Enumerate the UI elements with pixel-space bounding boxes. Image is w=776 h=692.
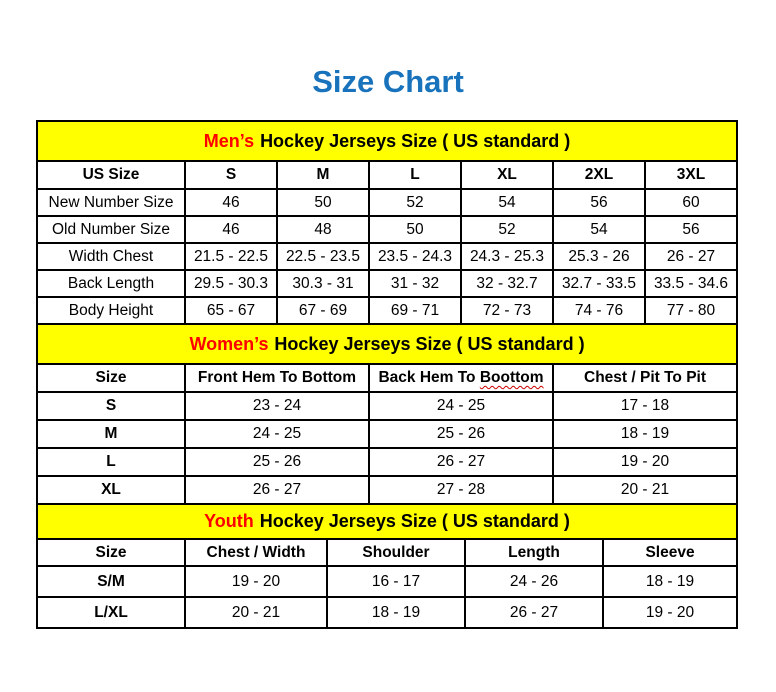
womens-row [37,448,737,476]
youth-column-header: Chest / Width [185,539,327,566]
mens-cell: 50 [277,189,369,216]
youth-column-header: Length [465,539,603,566]
youth-column-header: Shoulder [327,539,465,566]
mens-column-header: 3XL [645,161,737,189]
mens-column-header: S [185,161,277,189]
youth-cell: 26 - 27 [465,597,603,628]
mens-cell: 30.3 - 31 [277,270,369,297]
womens-cell: 23 - 24 [185,392,369,420]
youth-size-table [36,503,738,629]
mens-cell: 32.7 - 33.5 [553,270,645,297]
mens-column-header: US Size [37,161,185,189]
womens-column-header: Size [37,364,185,392]
mens-column-header: XL [461,161,553,189]
womens-banner-highlight: Women’s [189,333,269,354]
mens-row-label: Old Number Size [37,216,185,243]
youth-row [37,597,737,628]
womens-cell: 26 - 27 [369,448,553,476]
mens-row [37,243,737,270]
womens-column-header: Chest / Pit To Pit [553,364,737,392]
mens-row [37,216,737,243]
womens-row [37,392,737,420]
womens-cell: 20 - 21 [553,476,737,504]
womens-cell: 18 - 19 [553,420,737,448]
mens-row [37,189,737,216]
mens-row-label: Body Height [37,297,185,324]
youth-cell: 18 - 19 [603,566,737,597]
womens-column-header: Front Hem To Bottom [185,364,369,392]
youth-cell: 16 - 17 [327,566,465,597]
mens-row [37,297,737,324]
mens-banner-rest: Hockey Jerseys Size ( US standard ) [260,130,571,151]
youth-column-header: Size [37,539,185,566]
mens-cell: 67 - 69 [277,297,369,324]
mens-column-header: M [277,161,369,189]
womens-cell: 26 - 27 [185,476,369,504]
mens-cell: 54 [553,216,645,243]
mens-cell: 69 - 71 [369,297,461,324]
mens-cell: 29.5 - 30.3 [185,270,277,297]
mens-cell: 52 [461,216,553,243]
youth-banner [37,504,737,539]
mens-cell: 46 [185,216,277,243]
mens-cell: 50 [369,216,461,243]
mens-cell: 24.3 - 25.3 [461,243,553,270]
youth-banner-rest: Hockey Jerseys Size ( US standard ) [259,511,570,531]
womens-cell: 25 - 26 [369,420,553,448]
mens-cell: 23.5 - 24.3 [369,243,461,270]
womens-cell: 17 - 18 [553,392,737,420]
womens-cell: 19 - 20 [553,448,737,476]
youth-row-label: S/M [37,566,185,597]
mens-column-header: L [369,161,461,189]
mens-banner-cell [37,121,737,161]
mens-cell: 65 - 67 [185,297,277,324]
womens-cell: 24 - 25 [369,392,553,420]
womens-cell: 25 - 26 [185,448,369,476]
mens-cell: 31 - 32 [369,270,461,297]
womens-banner-rest: Hockey Jerseys Size ( US standard ) [274,333,585,354]
mens-cell: 56 [553,189,645,216]
mens-cell: 21.5 - 22.5 [185,243,277,270]
youth-banner-cell [37,504,737,539]
mens-size-table [36,120,738,325]
womens-row [37,420,737,448]
womens-size-table [36,323,738,505]
page-title: Size Chart [312,64,464,99]
youth-row [37,566,737,597]
womens-row-label: S [37,392,185,420]
mens-cell: 48 [277,216,369,243]
misspelled-word: Boottom [479,369,544,386]
youth-header-row [37,539,737,566]
mens-cell: 77 - 80 [645,297,737,324]
womens-row [37,476,737,504]
mens-row-label: Width Chest [37,243,185,270]
youth-cell: 19 - 20 [603,597,737,628]
womens-row-label: L [37,448,185,476]
mens-cell: 74 - 76 [553,297,645,324]
mens-cell: 22.5 - 23.5 [277,243,369,270]
mens-cell: 54 [461,189,553,216]
womens-column-header: Back Hem To Boottom [369,364,553,392]
youth-cell: 19 - 20 [185,566,327,597]
mens-row-label: Back Length [37,270,185,297]
womens-banner-cell [37,324,737,364]
youth-row-label: L/XL [37,597,185,628]
mens-cell: 32 - 32.7 [461,270,553,297]
womens-cell: 24 - 25 [185,420,369,448]
youth-banner-highlight: Youth [204,511,254,531]
womens-row-label: M [37,420,185,448]
mens-row [37,270,737,297]
mens-cell: 60 [645,189,737,216]
youth-cell: 20 - 21 [185,597,327,628]
mens-cell: 46 [185,189,277,216]
mens-row-label: New Number Size [37,189,185,216]
mens-banner-highlight: Men’s [203,130,255,151]
mens-cell: 25.3 - 26 [553,243,645,270]
mens-banner [37,121,737,161]
mens-cell: 72 - 73 [461,297,553,324]
mens-cell: 52 [369,189,461,216]
youth-cell: 24 - 26 [465,566,603,597]
size-chart [36,120,736,629]
womens-banner [37,324,737,364]
womens-header-row [37,364,737,392]
youth-cell: 18 - 19 [327,597,465,628]
mens-header-row [37,161,737,189]
mens-cell: 33.5 - 34.6 [645,270,737,297]
mens-cell: 56 [645,216,737,243]
womens-cell: 27 - 28 [369,476,553,504]
womens-row-label: XL [37,476,185,504]
youth-column-header: Sleeve [603,539,737,566]
mens-cell: 26 - 27 [645,243,737,270]
mens-column-header: 2XL [553,161,645,189]
